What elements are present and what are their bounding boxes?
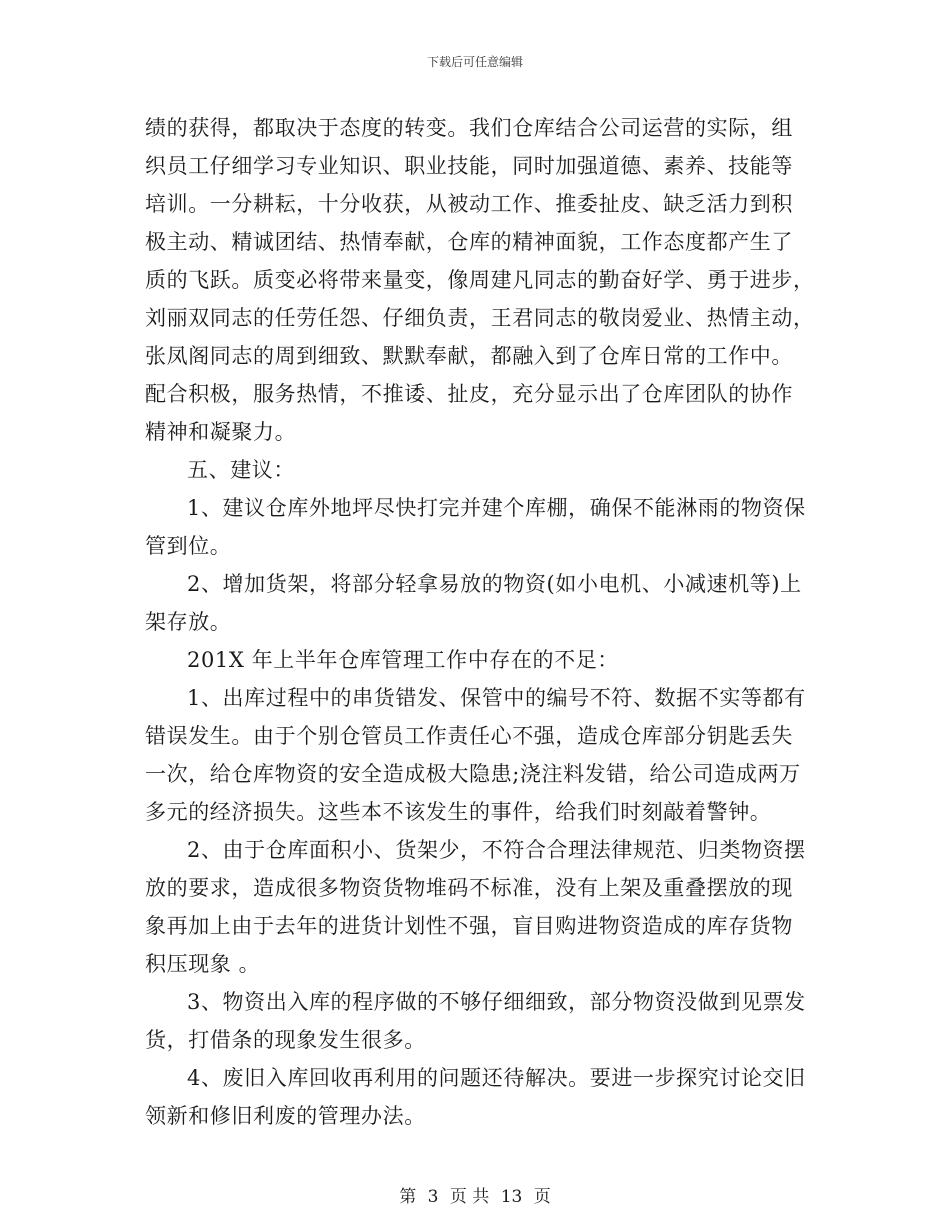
paragraph-line: 绩的获得，都取决于态度的转变。我们仓库结合公司运营的实际，组: [145, 116, 793, 140]
paragraph-line: 极主动、精诚团结、热情奉献，仓库的精神面貌，工作态度都产生了: [145, 230, 793, 254]
paragraph-line: 货，打借条的现象发生很多。: [145, 1028, 426, 1052]
total-pages: 13: [500, 1187, 523, 1207]
paragraph-line: 架存放。: [145, 610, 232, 634]
paragraph-line: 积压现象 。: [145, 952, 261, 976]
paragraph-line: 1、建议仓库外地坪尽快打完并建个库棚，确保不能淋雨的物资保: [187, 496, 806, 520]
section-heading: 201X 年上半年仓库管理工作中存在的不足：: [187, 648, 619, 672]
paragraph-line: 培训。一分耕耘，十分收获，从被动工作、推委扯皮、缺乏活力到积: [145, 192, 793, 216]
page-number: 3: [427, 1187, 439, 1207]
paragraph-line: 质的飞跃。质变必将带来量变，像周建凡同志的勤奋好学、勇于进步，: [145, 268, 815, 292]
paragraph-line: 4、废旧入库回收再利用的问题还待解决。要进一步探究讨论交旧: [187, 1066, 806, 1090]
paragraph-line: 3、物资出入库的程序做的不够仔细细致，部分物资没做到见票发: [187, 990, 806, 1014]
footer-prefix: 第: [399, 1187, 417, 1207]
paragraph-line: 错误发生。由于个别仓管员工作责任心不强，造成仓库部分钥匙丢失: [145, 724, 793, 748]
paragraph-line: 领新和修旧利废的管理办法。: [145, 1104, 426, 1128]
paragraph-line: 2、增加货架，将部分轻拿易放的物资(如小电机、小减速机等)上: [187, 572, 802, 596]
paragraph-line: 放的要求，造成很多物资货物堆码不标准，没有上架及重叠摆放的现: [145, 876, 793, 900]
page-header: 下载后可任意编辑: [426, 55, 523, 69]
footer-mid: 页 共: [449, 1187, 490, 1207]
section-heading: 五、建议：: [187, 458, 295, 482]
paragraph-line: 张凤阁同志的周到细致、默默奉献，都融入到了仓库日常的工作中。: [145, 344, 793, 368]
footer-suffix: 页: [533, 1187, 551, 1207]
paragraph-line: 精神和凝聚力。: [145, 420, 297, 444]
paragraph-line: 象再加上由于去年的进货计划性不强，盲目购进物资造成的库存货物: [145, 914, 793, 938]
paragraph-line: 刘丽双同志的任劳任怨、仔细负责，王君同志的敬岗爱业、热情主动，: [145, 306, 815, 330]
paragraph-line: 多元的经济损失。这些本不该发生的事件，给我们时刻敲着警钟。: [145, 800, 772, 824]
paragraph-line: 一次，给仓库物资的安全造成极大隐患;浇注料发错，给公司造成两万: [145, 762, 801, 786]
paragraph-line: 管到位。: [145, 534, 232, 558]
paragraph-line: 配合积极，服务热情，不推诿、扯皮，充分显示出了仓库团队的协作: [145, 382, 793, 406]
paragraph-line: 2、由于仓库面积小、货架少，不符合合理法律规范、归类物资摆: [187, 838, 806, 862]
page-footer: [0, 1182, 950, 1207]
paragraph-line: 织员工仔细学习专业知识、职业技能，同时加强道德、素养、技能等: [145, 154, 793, 178]
paragraph-line: 1、出库过程中的串货错发、保管中的编号不符、数据不实等都有: [187, 686, 806, 710]
